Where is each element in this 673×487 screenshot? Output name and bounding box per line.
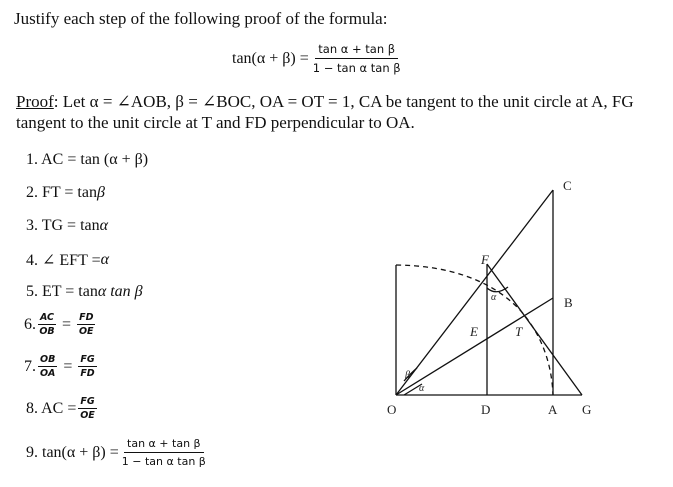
formula-denominator: 1 − tan α tan β — [312, 61, 401, 75]
label-e: E — [470, 324, 478, 339]
step-9-fraction: $\frac{\text{tan α + tan β}}{\text{1 − tan α tan β}}$ — [121, 437, 206, 468]
step-4-text: 4. ∠ EFT = — [26, 252, 101, 269]
step-5-text: 5. ET = tan — [26, 283, 98, 300]
step-6: 6. $\frac{AC}{OB}$ = $\frac{FD}{OE}$ — [24, 312, 94, 337]
step-2-var: β — [96, 184, 105, 201]
step-2-text: 2. FT = tan — [26, 184, 97, 201]
label-alpha-at-f: α — [491, 292, 497, 303]
label-beta: β — [405, 370, 410, 381]
label-o: O — [387, 402, 397, 417]
step-7-fraction-right: $\frac{FG}{FD}$ — [80, 354, 95, 379]
label-t: T — [515, 324, 523, 339]
label-b: B — [564, 295, 573, 310]
step-6-label: 6. — [24, 315, 36, 333]
formula-lhs: tan(α + β) = — [232, 49, 309, 67]
step-8-label: 8. AC = — [26, 399, 77, 417]
label-d: D — [481, 402, 491, 417]
step-7-fraction-left: $\frac{OB}{OA}$ — [39, 354, 56, 379]
formula-numerator: tan α + tan β — [315, 42, 398, 59]
step-8-fraction: $\frac{FG}{OE}$ — [80, 396, 95, 421]
step-9-lhs: 9. tan(α + β) = — [26, 443, 119, 461]
step-1-text: 1. AC = tan (α + β) — [26, 151, 149, 168]
label-f: F — [481, 252, 489, 267]
step-7-label: 7. — [24, 357, 36, 375]
step-3-var: α — [99, 217, 109, 234]
step-7: 7. $\frac{OB}{OA}$ = $\frac{FG}{FD}$ — [24, 354, 95, 379]
step-5-var: α tan β — [97, 283, 143, 300]
label-alpha: α — [419, 383, 425, 394]
line-ob — [396, 298, 553, 395]
step-6-fraction-right: $\frac{FD}{OE}$ — [78, 312, 94, 337]
label-a: A — [548, 402, 558, 417]
label-c: C — [563, 178, 572, 193]
line-oc — [396, 190, 553, 395]
proof-label: Proof — [16, 92, 54, 111]
step-4-var: α — [100, 251, 109, 268]
proof-text: : Let α = ∠AOB, β = ∠BOC, OA = OT = 1, CA be tangent to the unit circle at A, FG tangent to the unit circle at T and FD perpendicular to OA. — [16, 92, 634, 132]
instructions: Justify each step of the following proof of the formula: — [14, 9, 388, 28]
step-6-fraction-left: $\frac{AC}{OB}$ — [39, 312, 55, 337]
label-g: G — [582, 402, 592, 417]
step-3-text: 3. TG = tan — [26, 217, 100, 234]
